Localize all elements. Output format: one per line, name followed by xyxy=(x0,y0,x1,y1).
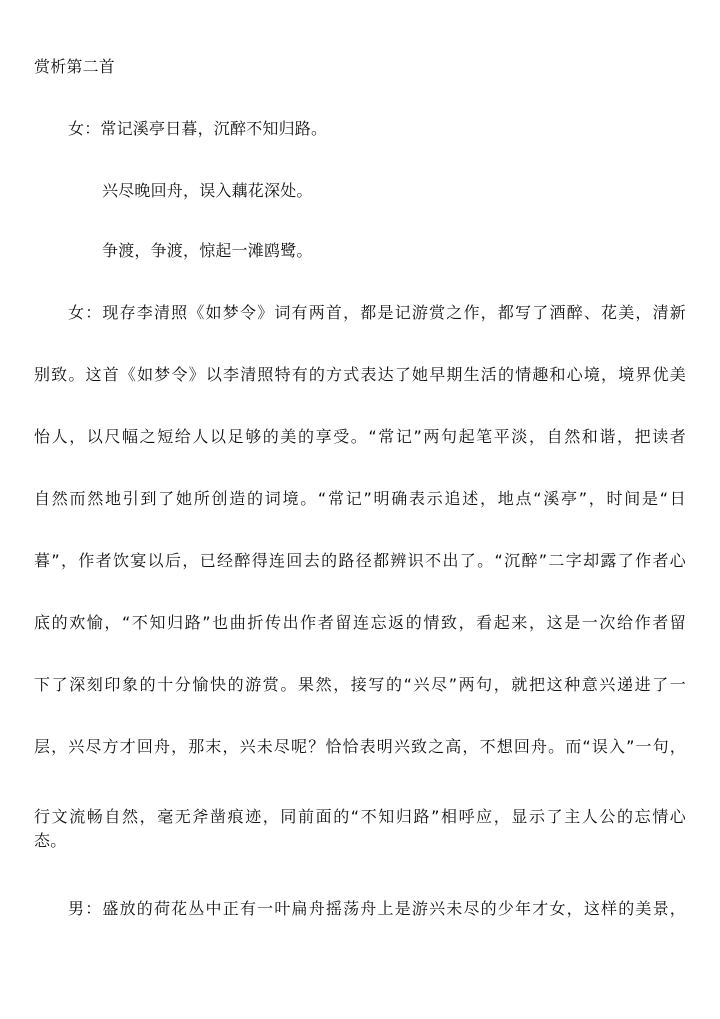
analysis-line-2: 别致。这首《如梦令》以李清照特有的方式表达了她早期生活的情趣和心境，境界优美 xyxy=(34,365,686,384)
poem-line-3: 争渡，争渡，惊起一滩鸥鹭。 xyxy=(102,241,313,260)
poem-line-2: 兴尽晚回舟，误入藕花深处。 xyxy=(102,181,313,200)
analysis-line-4: 自然而然地引到了她所创造的词境。“常记”明确表示追述，地点“溪亭”，时间是“日 xyxy=(34,489,686,508)
section-heading: 赏析第二首 xyxy=(34,57,116,76)
analysis-line-9: 行文流畅自然，毫无斧凿痕迹，同前面的“不知归路”相呼应，显示了主人公的忘情心 xyxy=(34,807,686,826)
analysis-line-1: 女：现存李清照《如梦令》词有两首，都是记游赏之作，都写了酒醉、花美，清新 xyxy=(68,303,686,322)
analysis-line-10: 态。 xyxy=(34,831,67,850)
analysis-line-3: 怡人，以尺幅之短给人以足够的美的享受。“常记”两句起笔平淡，自然和谐，把读者 xyxy=(34,427,686,446)
analysis-line-8: 层，兴尽方才回舟，那末，兴未尽呢？恰恰表明兴致之高，不想回舟。而“误入”一句， xyxy=(34,737,686,756)
poem-line-1: 女：常记溪亭日暮，沉醉不知归路。 xyxy=(68,119,328,138)
analysis-line-5: 暮”，作者饮宴以后，已经醉得连回去的路径都辨识不出了。“沉醉”二字却露了作者心 xyxy=(34,551,686,570)
analysis-line-7: 下了深刻印象的十分愉快的游赏。果然，接写的“兴尽”两句，就把这种意兴递进了一 xyxy=(34,675,686,694)
analysis-line-6: 底的欢愉，“不知归路”也曲折传出作者留连忘返的情致，看起来，这是一次给作者留 xyxy=(34,613,686,632)
male-line-1: 男：盛放的荷花丛中正有一叶扁舟摇荡舟上是游兴未尽的少年才女，这样的美景， xyxy=(68,899,686,918)
